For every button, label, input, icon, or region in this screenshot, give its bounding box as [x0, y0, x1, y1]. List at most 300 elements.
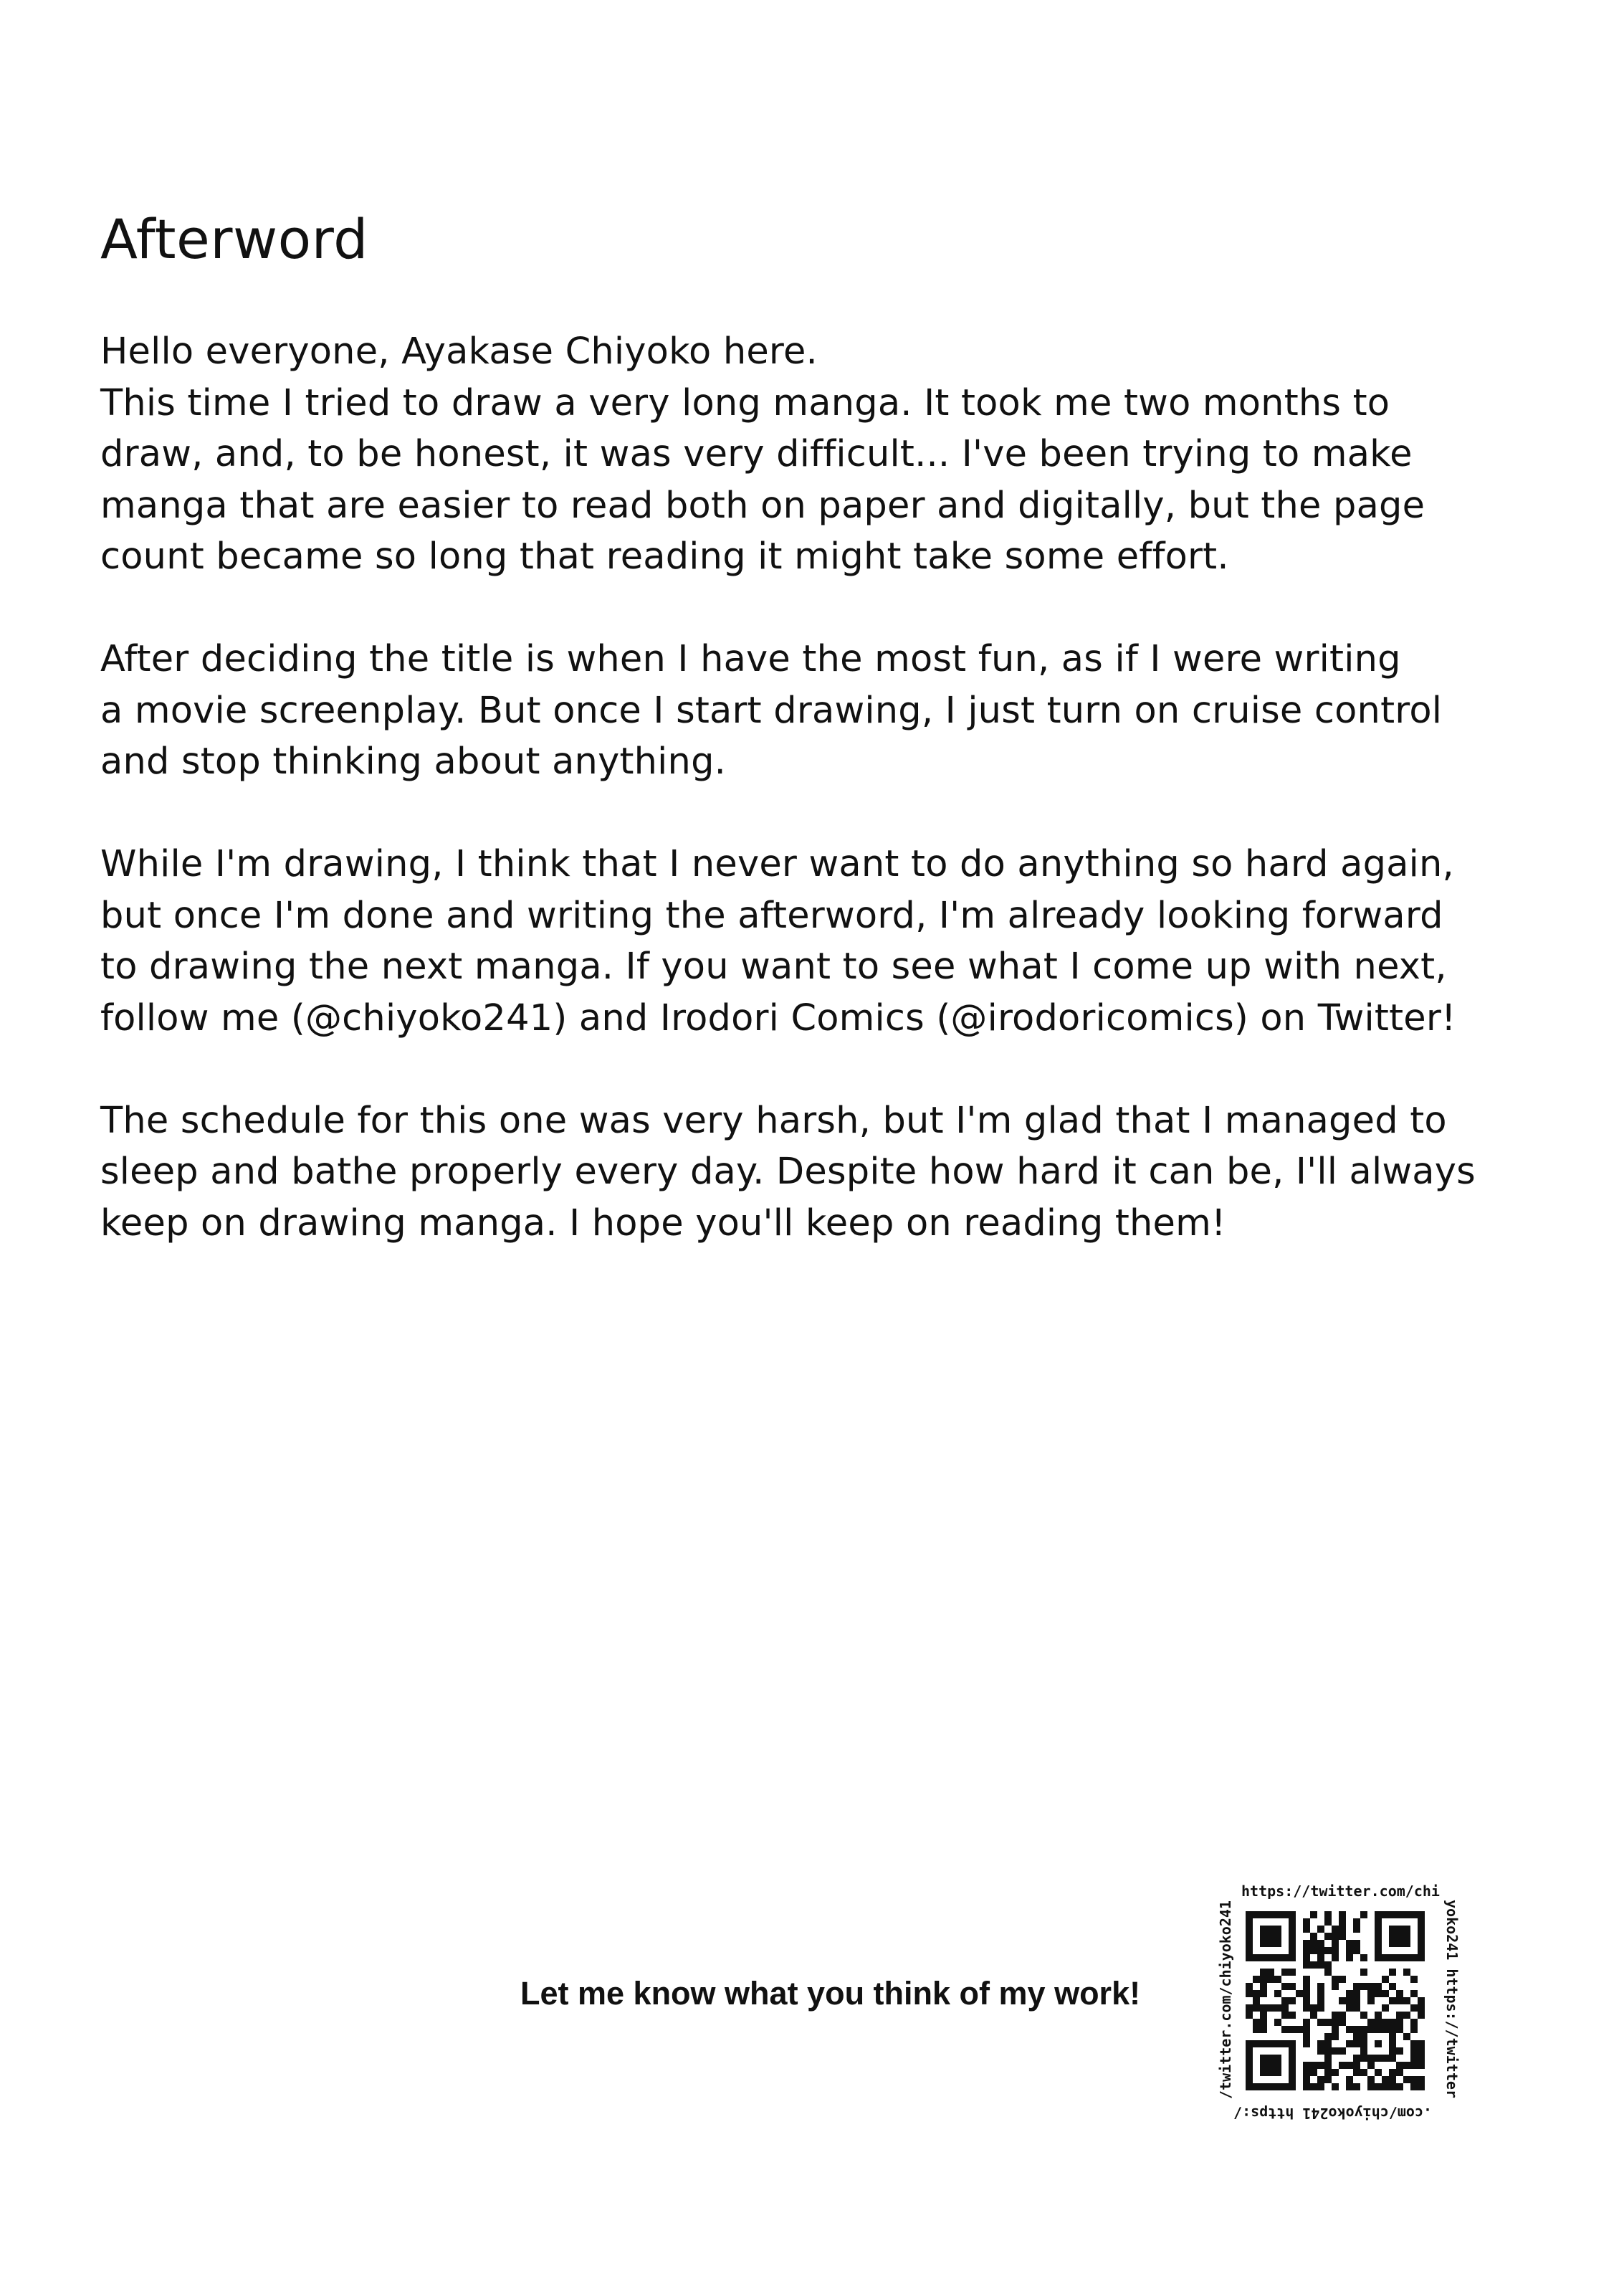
- qr-module: [1281, 1969, 1289, 1976]
- qr-module: [1389, 2047, 1396, 2055]
- qr-module: [1346, 2004, 1353, 2012]
- qr-module: [1253, 2026, 1260, 2033]
- qr-module: [1339, 2012, 1346, 2019]
- qr-url-top: https://twitter.com/chi: [1241, 1883, 1440, 1900]
- qr-module: [1246, 2076, 1253, 2083]
- qr-module: [1267, 1933, 1274, 1940]
- qr-module: [1339, 2019, 1346, 2026]
- qr-module: [1339, 1911, 1346, 1918]
- qr-module: [1389, 2083, 1396, 2090]
- qr-module: [1389, 2019, 1396, 2026]
- qr-module: [1396, 2083, 1403, 2090]
- qr-module: [1324, 2019, 1332, 2026]
- qr-module: [1281, 2040, 1289, 2047]
- qr-module: [1389, 2055, 1396, 2062]
- qr-module: [1289, 1926, 1296, 1933]
- qr-module: [1375, 1983, 1382, 1990]
- qr-module: [1310, 2083, 1317, 2090]
- text-line: This time I tried to draw a very long manga. It took me two months to: [100, 381, 1390, 424]
- qr-url-right: yoko241 https://twitter: [1443, 1900, 1461, 2098]
- qr-module: [1332, 2069, 1339, 2076]
- qr-module: [1324, 2040, 1332, 2047]
- qr-module: [1310, 2004, 1317, 2012]
- qr-module: [1317, 2019, 1324, 2026]
- qr-module: [1296, 2026, 1303, 2033]
- qr-module: [1332, 1933, 1339, 1940]
- qr-module: [1346, 1990, 1353, 1997]
- qr-module: [1367, 2026, 1375, 2033]
- qr-module: [1332, 1940, 1339, 1947]
- qr-module: [1274, 1933, 1281, 1940]
- qr-module: [1317, 1926, 1324, 1933]
- qr-module: [1403, 2076, 1410, 2083]
- qr-module: [1332, 1926, 1339, 1933]
- qr-module: [1375, 1926, 1382, 1933]
- qr-module: [1410, 2047, 1418, 2055]
- qr-module: [1410, 1976, 1418, 1983]
- qr-module: [1317, 2040, 1324, 2047]
- qr-module: [1246, 1954, 1253, 1961]
- qr-module: [1281, 1954, 1289, 1961]
- qr-module: [1274, 2040, 1281, 2047]
- qr-module: [1360, 1969, 1367, 1976]
- qr-module: [1260, 2083, 1267, 2090]
- qr-module: [1367, 2055, 1375, 2062]
- qr-module: [1253, 1997, 1260, 2004]
- qr-module: [1403, 1926, 1410, 1933]
- qr-module: [1274, 2069, 1281, 2076]
- page-title: Afterword: [100, 207, 368, 271]
- qr-module: [1317, 1983, 1324, 1990]
- qr-module: [1317, 1954, 1324, 1961]
- qr-module: [1324, 1918, 1332, 1926]
- qr-module: [1353, 1983, 1360, 1990]
- qr-module: [1382, 1911, 1389, 1918]
- qr-module: [1303, 1947, 1310, 1954]
- qr-module: [1303, 2062, 1310, 2069]
- qr-module: [1246, 1926, 1253, 1933]
- qr-module: [1375, 1990, 1382, 1997]
- qr-module: [1246, 2040, 1253, 2047]
- qr-module: [1418, 2004, 1425, 2012]
- qr-module: [1375, 2083, 1382, 2090]
- qr-module: [1360, 1983, 1367, 1990]
- qr-module: [1289, 2069, 1296, 2076]
- qr-module: [1353, 1947, 1360, 1954]
- qr-module: [1317, 2062, 1324, 2069]
- qr-module: [1396, 1997, 1403, 2004]
- qr-module: [1360, 2040, 1367, 2047]
- qr-module: [1310, 2012, 1317, 2019]
- qr-module: [1418, 2055, 1425, 2062]
- qr-module: [1274, 1926, 1281, 1933]
- qr-module: [1324, 2055, 1332, 2062]
- qr-module: [1260, 1954, 1267, 1961]
- qr-module: [1396, 2026, 1403, 2033]
- qr-module: [1246, 1911, 1253, 1918]
- qr-module: [1360, 2055, 1367, 2062]
- qr-module: [1389, 1911, 1396, 1918]
- qr-module: [1346, 1940, 1353, 1947]
- qr-module: [1360, 2012, 1367, 2019]
- qr-module: [1260, 1976, 1267, 1983]
- qr-module: [1253, 1954, 1260, 1961]
- qr-module: [1281, 1997, 1289, 2004]
- qr-module: [1324, 1961, 1332, 1969]
- qr-module: [1353, 2040, 1360, 2047]
- text-line: draw, and, to be honest, it was very difficult... I've been trying to make: [100, 433, 1413, 475]
- qr-module: [1289, 2083, 1296, 2090]
- qr-module: [1260, 1911, 1267, 1918]
- qr-module: [1289, 1983, 1296, 1990]
- text-line: count became so long that reading it might take some effort.: [100, 536, 1229, 578]
- qr-module: [1382, 1990, 1389, 1997]
- qr-module: [1260, 1983, 1267, 1990]
- text-line: and stop thinking about anything.: [100, 741, 727, 783]
- qr-module: [1375, 2019, 1382, 2026]
- qr-module: [1267, 2040, 1274, 2047]
- qr-module: [1246, 1940, 1253, 1947]
- text-line: but once I'm done and writing the afterword, I'm already looking forward: [100, 894, 1443, 937]
- qr-module: [1324, 2076, 1332, 2083]
- qr-module: [1324, 2033, 1332, 2040]
- qr-module: [1324, 1911, 1332, 1918]
- qr-module: [1418, 1918, 1425, 1926]
- qr-module: [1346, 1947, 1353, 1954]
- qr-module: [1289, 2047, 1296, 2055]
- qr-module: [1296, 1990, 1303, 1997]
- qr-module: [1332, 2026, 1339, 2033]
- qr-module: [1310, 2062, 1317, 2069]
- qr-module: [1418, 2047, 1425, 2055]
- qr-module: [1410, 2040, 1418, 2047]
- qr-module: [1303, 1940, 1310, 1947]
- qr-module: [1274, 2062, 1281, 2069]
- qr-module: [1324, 2047, 1332, 2055]
- text-line: follow me (@chiyoko241) and Irodori Comics (@irodoricomics) on Twitter!: [100, 996, 1456, 1039]
- qr-module: [1310, 1911, 1317, 1918]
- qr-module: [1375, 2012, 1382, 2019]
- qr-module: [1375, 1911, 1382, 1918]
- qr-module: [1289, 1954, 1296, 1961]
- qr-module: [1389, 2033, 1396, 2040]
- qr-module: [1303, 2083, 1310, 2090]
- qr-module: [1418, 1911, 1425, 1918]
- qr-module: [1382, 2055, 1389, 2062]
- qr-module: [1418, 2062, 1425, 2069]
- qr-module: [1267, 1954, 1274, 1961]
- qr-module: [1403, 2033, 1410, 2040]
- qr-module: [1339, 1976, 1346, 1983]
- qr-module: [1253, 1976, 1260, 1983]
- qr-module: [1418, 1954, 1425, 1961]
- qr-module: [1375, 2069, 1382, 2076]
- qr-module: [1375, 2040, 1382, 2047]
- twitter-qr-block[interactable]: [1217, 1883, 1461, 2122]
- qr-module: [1339, 2047, 1346, 2055]
- qr-module: [1410, 2026, 1418, 2033]
- qr-module: [1410, 2055, 1418, 2062]
- qr-module: [1289, 2040, 1296, 2047]
- qr-module: [1267, 2062, 1274, 2069]
- qr-module: [1253, 2019, 1260, 2026]
- qr-module: [1274, 1911, 1281, 1918]
- qr-module: [1403, 1933, 1410, 1940]
- qr-module: [1353, 2069, 1360, 2076]
- qr-module: [1253, 1990, 1260, 1997]
- qr-module: [1403, 1997, 1410, 2004]
- qr-module: [1289, 1997, 1296, 2004]
- qr-module: [1332, 2083, 1339, 2090]
- qr-module: [1324, 1969, 1332, 1976]
- qr-module: [1260, 2004, 1267, 2012]
- text-line: After deciding the title is when I have the most fun, as if I were writing: [100, 638, 1401, 680]
- qr-module: [1303, 2004, 1310, 2012]
- text-line: a movie screenplay. But once I start drawing, I just turn on cruise control: [100, 689, 1443, 732]
- qr-module: [1246, 2047, 1253, 2055]
- qr-module: [1289, 2012, 1296, 2019]
- qr-module: [1410, 2004, 1418, 2012]
- qr-module: [1267, 1976, 1274, 1983]
- qr-module: [1260, 2069, 1267, 2076]
- qr-module: [1332, 1976, 1339, 1983]
- qr-module: [1367, 2083, 1375, 2090]
- qr-module: [1303, 1997, 1310, 2004]
- qr-module: [1367, 2019, 1375, 2026]
- qr-module: [1396, 2012, 1403, 2019]
- qr-module: [1389, 1933, 1396, 1940]
- qr-module: [1267, 2069, 1274, 2076]
- qr-module: [1396, 2047, 1403, 2055]
- qr-module: [1267, 1940, 1274, 1947]
- qr-module: [1246, 2083, 1253, 2090]
- qr-module: [1310, 1947, 1317, 1954]
- qr-module: [1332, 2033, 1339, 2040]
- qr-module: [1418, 1926, 1425, 1933]
- qr-module: [1410, 2062, 1418, 2069]
- qr-module: [1389, 1926, 1396, 1933]
- qr-module: [1317, 1990, 1324, 1997]
- qr-module: [1353, 2055, 1360, 2062]
- qr-module: [1246, 1947, 1253, 1954]
- qr-module: [1274, 1940, 1281, 1947]
- text-line: keep on drawing manga. I hope you'll keep on reading them!: [100, 1201, 1226, 1244]
- qr-module: [1382, 2004, 1389, 2012]
- qr-module: [1382, 2026, 1389, 2033]
- qr-module: [1396, 1911, 1403, 1918]
- qr-module: [1410, 1954, 1418, 1961]
- qr-module: [1375, 1933, 1382, 1940]
- qr-module: [1281, 2026, 1289, 2033]
- qr-module: [1324, 2062, 1332, 2069]
- qr-module: [1360, 2069, 1367, 2076]
- qr-module: [1246, 1933, 1253, 1940]
- qr-module: [1396, 2062, 1403, 2069]
- qr-module: [1389, 1969, 1396, 1976]
- qr-code-icon[interactable]: [1246, 1911, 1425, 2090]
- qr-module: [1403, 1954, 1410, 1961]
- qr-module: [1353, 1940, 1360, 1947]
- qr-module: [1281, 2012, 1289, 2019]
- qr-module: [1396, 1933, 1403, 1940]
- qr-module: [1403, 1911, 1410, 1918]
- qr-module: [1260, 1990, 1267, 1997]
- qr-module: [1310, 1940, 1317, 1947]
- qr-module: [1303, 2019, 1310, 2026]
- qr-module: [1418, 2012, 1425, 2019]
- qr-module: [1281, 1911, 1289, 1918]
- qr-module: [1260, 1933, 1267, 1940]
- qr-module: [1418, 1997, 1425, 2004]
- qr-module: [1246, 2012, 1253, 2019]
- qr-module: [1281, 2083, 1289, 2090]
- qr-module: [1389, 2076, 1396, 2083]
- qr-module: [1382, 2019, 1389, 2026]
- text-line: manga that are easier to read both on paper and digitally, but the page: [100, 484, 1425, 527]
- qr-module: [1353, 2026, 1360, 2033]
- qr-module: [1339, 2062, 1346, 2069]
- qr-module: [1246, 2062, 1253, 2069]
- qr-module: [1367, 2062, 1375, 2069]
- qr-module: [1389, 2026, 1396, 2033]
- qr-module: [1253, 1911, 1260, 1918]
- qr-module: [1317, 1997, 1324, 2004]
- qr-module: [1396, 1990, 1403, 1997]
- qr-module: [1317, 2004, 1324, 2012]
- qr-module: [1332, 2047, 1339, 2055]
- qr-module: [1396, 2019, 1403, 2026]
- qr-module: [1289, 2076, 1296, 2083]
- qr-module: [1360, 1954, 1367, 1961]
- qr-module: [1317, 1961, 1324, 1969]
- qr-module: [1260, 1940, 1267, 1947]
- qr-module: [1396, 1926, 1403, 1933]
- qr-module: [1289, 2062, 1296, 2069]
- qr-module: [1246, 1983, 1253, 1990]
- qr-module: [1389, 1983, 1396, 1990]
- qr-module: [1339, 1997, 1346, 2004]
- qr-module: [1310, 1961, 1317, 1969]
- qr-module: [1310, 1933, 1317, 1940]
- qr-module: [1367, 1990, 1375, 1997]
- qr-module: [1246, 1918, 1253, 1926]
- qr-module: [1403, 1940, 1410, 1947]
- qr-url-left: /twitter.com/chiyoko241: [1217, 1900, 1234, 2099]
- qr-module: [1303, 1918, 1310, 1926]
- qr-module: [1303, 2033, 1310, 2040]
- qr-module: [1375, 1954, 1382, 1961]
- qr-module: [1246, 1990, 1253, 1997]
- qr-module: [1267, 2004, 1274, 2012]
- qr-module: [1289, 1918, 1296, 1926]
- qr-module: [1346, 2076, 1353, 2083]
- qr-module: [1303, 1961, 1310, 1969]
- qr-module: [1403, 2062, 1410, 2069]
- qr-module: [1281, 1983, 1289, 1990]
- qr-module: [1317, 1947, 1324, 1954]
- qr-module: [1396, 1940, 1403, 1947]
- qr-module: [1332, 1983, 1339, 1990]
- qr-module: [1353, 1918, 1360, 1926]
- qr-module: [1303, 2069, 1310, 2076]
- qr-module: [1303, 1926, 1310, 1933]
- qr-module: [1403, 2012, 1410, 2019]
- qr-module: [1289, 1969, 1296, 1976]
- qr-module: [1260, 1926, 1267, 1933]
- qr-module: [1303, 1983, 1310, 1990]
- qr-module: [1324, 1947, 1332, 1954]
- paragraph-3: [100, 839, 1534, 1044]
- qr-module: [1375, 1947, 1382, 1954]
- text-line: sleep and bathe properly every day. Despite how hard it can be, I'll always: [100, 1151, 1476, 1193]
- qr-module: [1353, 1990, 1360, 1997]
- qr-module: [1375, 1918, 1382, 1926]
- qr-module: [1346, 2040, 1353, 2047]
- qr-module: [1346, 1997, 1353, 2004]
- qr-module: [1274, 2004, 1281, 2012]
- paragraph-1: [100, 326, 1534, 583]
- qr-module: [1274, 1954, 1281, 1961]
- qr-module: [1303, 1976, 1310, 1983]
- qr-module: [1418, 1933, 1425, 1940]
- qr-module: [1396, 1954, 1403, 1961]
- qr-module: [1246, 2069, 1253, 2076]
- qr-module: [1332, 1954, 1339, 1961]
- qr-module: [1382, 2076, 1389, 2083]
- qr-module: [1389, 1940, 1396, 1947]
- qr-module: [1332, 2019, 1339, 2026]
- qr-module: [1346, 2083, 1353, 2090]
- qr-module: [1267, 2083, 1274, 2090]
- qr-module: [1253, 2083, 1260, 2090]
- qr-module: [1418, 2083, 1425, 2090]
- qr-module: [1346, 1954, 1353, 1961]
- qr-module: [1353, 2083, 1360, 2090]
- qr-module: [1253, 2040, 1260, 2047]
- qr-module: [1303, 2026, 1310, 2033]
- qr-module: [1360, 2026, 1367, 2033]
- qr-module: [1332, 1947, 1339, 1954]
- qr-module: [1382, 2083, 1389, 2090]
- qr-module: [1246, 2004, 1253, 2012]
- text-line: to drawing the next manga. If you want to see what I come up with next,: [100, 946, 1447, 988]
- qr-module: [1310, 2069, 1317, 2076]
- qr-module: [1317, 2083, 1324, 2090]
- qr-module: [1353, 1926, 1360, 1933]
- qr-module: [1410, 1990, 1418, 1997]
- qr-module: [1324, 1933, 1332, 1940]
- qr-module: [1246, 2055, 1253, 2062]
- text-line: Hello everyone, Ayakase Chiyoko here.: [100, 330, 818, 373]
- qr-module: [1303, 1954, 1310, 1961]
- qr-module: [1317, 1940, 1324, 1947]
- qr-module: [1260, 1969, 1267, 1976]
- qr-module: [1274, 1976, 1281, 1983]
- qr-module: [1274, 2083, 1281, 2090]
- qr-module: [1403, 1969, 1410, 1976]
- qr-module: [1375, 2026, 1382, 2033]
- qr-module: [1360, 1911, 1367, 1918]
- qr-module: [1410, 2083, 1418, 2090]
- qr-module: [1418, 1947, 1425, 1954]
- qr-module: [1382, 1976, 1389, 1983]
- qr-module: [1317, 2047, 1324, 2055]
- qr-module: [1418, 2076, 1425, 2083]
- qr-module: [1339, 1933, 1346, 1940]
- afterword-body: [100, 326, 1534, 1300]
- qr-module: [1367, 1983, 1375, 1990]
- qr-module: [1375, 2055, 1382, 2062]
